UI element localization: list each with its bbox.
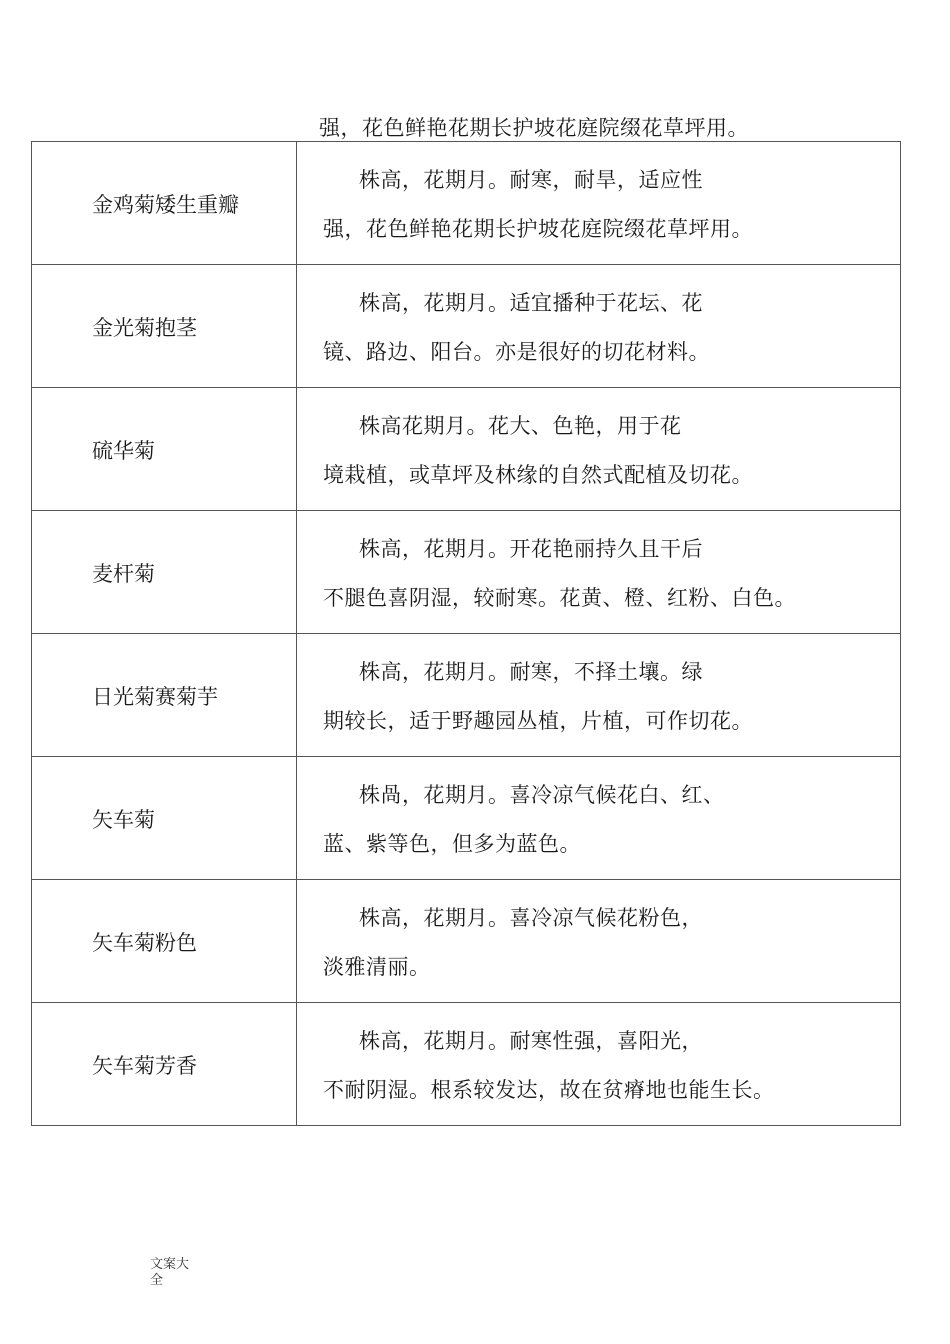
plant-name-cell xyxy=(32,265,297,388)
plant-name-cell xyxy=(32,388,297,511)
plant-table-body xyxy=(32,142,901,1126)
table-row xyxy=(32,757,901,880)
plant-description-cell xyxy=(297,880,901,1003)
plant-name-cell xyxy=(32,757,297,880)
plant-name-cell xyxy=(32,142,297,265)
table-row xyxy=(32,511,901,634)
plant-description-cell xyxy=(297,511,901,634)
description-line-1: 株高，花期月。开花艳丽持久且干后 xyxy=(359,537,703,561)
plant-name: 日光菊赛菊芋 xyxy=(92,685,218,709)
description-line-2: 强，花色鲜艳花期长护坡花庭院缀花草坪用。 xyxy=(323,217,753,241)
plant-name-cell xyxy=(32,511,297,634)
description-line-2: 不耐阴湿。根系较发达，故在贫瘠地也能生长。 xyxy=(323,1078,775,1102)
table-row xyxy=(32,634,901,757)
plant-description-cell xyxy=(297,388,901,511)
plant-name: 矢车菊 xyxy=(92,808,155,832)
plant-name-cell xyxy=(32,880,297,1003)
description-line-2: 不腿色喜阴湿，较耐寒。花黄、橙、红粉、白色。 xyxy=(323,586,796,610)
plant-description-cell xyxy=(297,634,901,757)
description-line-2: 境栽植，或草坪及林缘的自然式配植及切花。 xyxy=(323,463,753,487)
description-line-1: 株高，花期月。耐寒，不择土壤。绿 xyxy=(359,660,703,684)
table-row xyxy=(32,388,901,511)
continuation-text: 强，花色鲜艳花期长护坡花庭院缀花草坪用。 xyxy=(319,116,749,140)
plant-name: 金鸡菊矮生重瓣 xyxy=(92,193,239,217)
description-line-1: 株高，花期月。耐寒，耐旱，适应性 xyxy=(359,168,703,192)
description-line-2: 蓝、紫等色，但多为蓝色。 xyxy=(323,832,581,856)
table-row xyxy=(32,142,901,265)
description-line-1: 株高，花期月。适宜播种于花坛、花 xyxy=(359,291,703,315)
description-line-1: 株高，花期月。喜冷凉气候花粉色， xyxy=(359,906,703,930)
plant-name: 矢车菊粉色 xyxy=(92,931,197,955)
plant-name: 金光菊抱茎 xyxy=(92,316,197,340)
description-line-1: 株高花期月。花大、色艳，用于花 xyxy=(359,414,682,438)
description-line-1: 株咼，花期月。喜冷凉气候花白、红、 xyxy=(359,783,725,807)
plant-description-cell xyxy=(297,142,901,265)
plant-name: 麦杆菊 xyxy=(92,562,155,586)
plant-name: 硫华菊 xyxy=(92,439,155,463)
table-row xyxy=(32,265,901,388)
description-line-1: 株高，花期月。耐寒性强，喜阳光， xyxy=(359,1029,703,1053)
plant-description-cell xyxy=(297,265,901,388)
plant-table xyxy=(31,141,901,1126)
description-line-2: 镜、路边、阳台。亦是很好的切花材料。 xyxy=(323,340,710,364)
plant-description-cell xyxy=(297,1003,901,1126)
description-line-2: 期较长，适于野趣园丛植，片植，可作切花。 xyxy=(323,709,753,733)
table-row xyxy=(32,880,901,1003)
table-row xyxy=(32,1003,901,1126)
plant-name-cell xyxy=(32,1003,297,1126)
plant-name-cell xyxy=(32,634,297,757)
footer-label: 文案大全 xyxy=(150,1257,190,1288)
plant-name: 矢车菊芳香 xyxy=(92,1054,197,1078)
description-line-2: 淡雅清丽。 xyxy=(323,955,431,979)
plant-description-cell xyxy=(297,757,901,880)
